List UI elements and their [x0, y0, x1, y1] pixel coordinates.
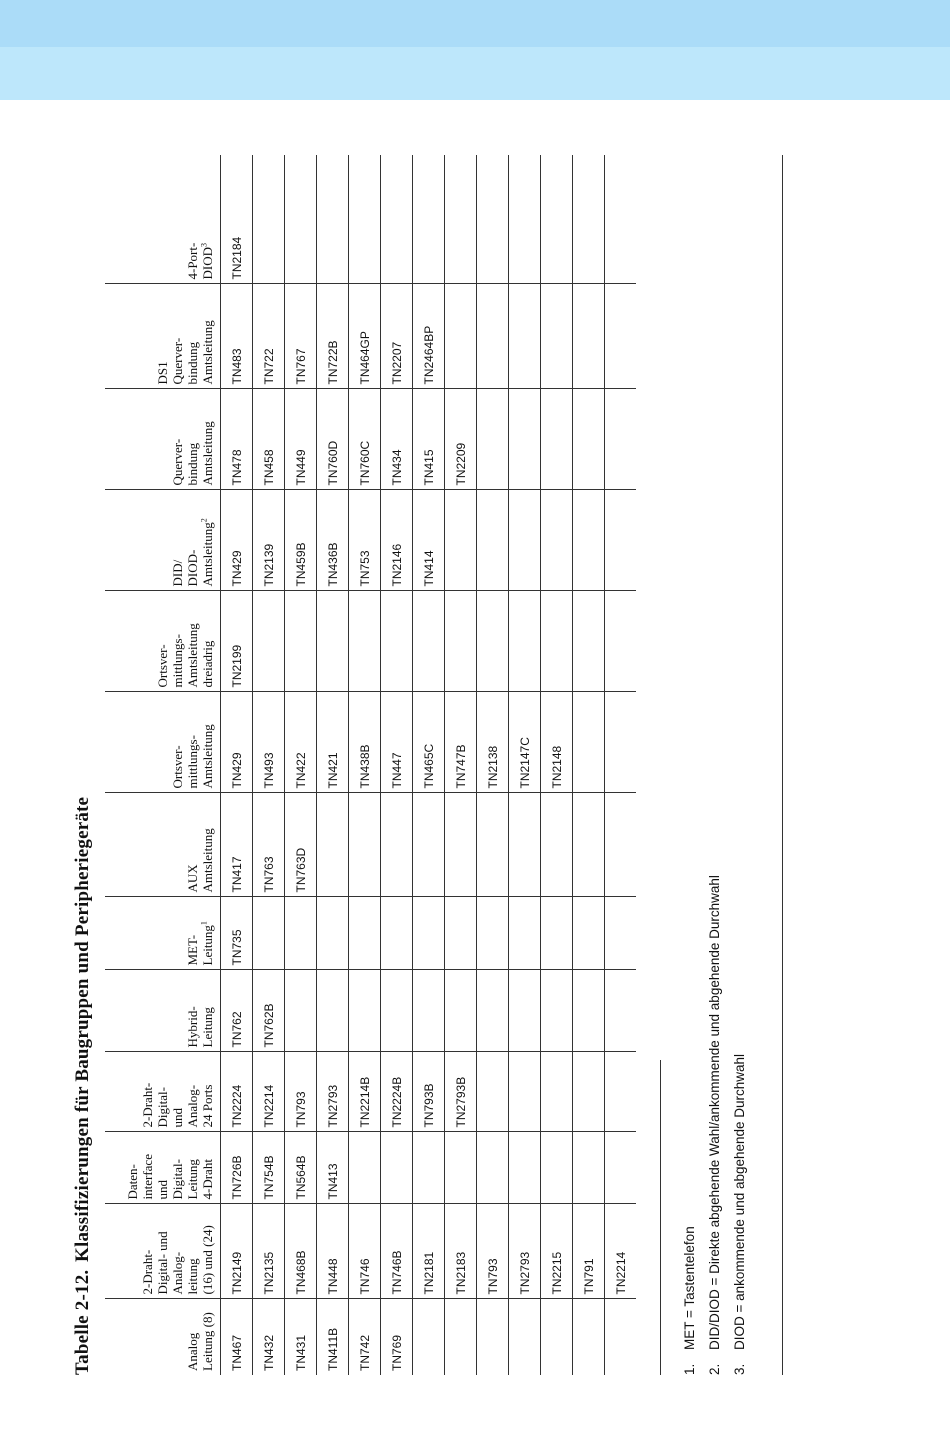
table-cell: TN2215 — [541, 1204, 573, 1299]
table-cell: TN478 — [221, 389, 253, 490]
column-header-line: DID/ — [170, 559, 185, 587]
table-cell — [605, 1052, 637, 1132]
table-body — [221, 155, 637, 1375]
table-cell: TN793 — [477, 1204, 509, 1299]
table-cell: TN753 — [349, 490, 381, 591]
table-cell: TN414 — [413, 490, 445, 591]
table-row — [413, 155, 445, 1375]
column-header-line: Amtsleitung — [200, 320, 215, 385]
table-cell: TN760D — [317, 389, 349, 490]
column-header-line: dreiadrig — [200, 640, 215, 688]
table-cell — [541, 155, 573, 284]
column-header — [105, 692, 221, 793]
table-cell: TN735 — [221, 897, 253, 970]
table-cell: TN459B — [285, 490, 317, 591]
table-cell: TN722B — [317, 284, 349, 389]
column-header — [105, 155, 221, 284]
table-row — [509, 155, 541, 1375]
table-cell — [477, 284, 509, 389]
table-cell — [605, 284, 637, 389]
table-cell — [381, 897, 413, 970]
table-cell — [445, 284, 477, 389]
table-cell — [285, 970, 317, 1052]
table-cell: TN415 — [413, 389, 445, 490]
table-cell: TN2181 — [413, 1204, 445, 1299]
table-cell: TN2464BP — [413, 284, 445, 389]
table-cell — [573, 897, 605, 970]
table-cell — [381, 970, 413, 1052]
table-cell — [349, 1132, 381, 1204]
table-cell: TN726B — [221, 1132, 253, 1204]
table-cell: TN754B — [253, 1132, 285, 1204]
column-header-line: Leitung — [200, 925, 215, 966]
table-cell: TN464GP — [349, 284, 381, 389]
table-cell — [541, 490, 573, 591]
column-header-line: 2-Draht- — [140, 1249, 155, 1295]
table-cell — [573, 389, 605, 490]
column-header-line: bindung — [185, 341, 200, 385]
table-cell — [541, 284, 573, 389]
table-cell: TN493 — [253, 692, 285, 793]
rotated-page-content — [60, 145, 800, 1375]
header-band-lower — [0, 47, 950, 100]
table-cell — [573, 490, 605, 591]
column-header — [105, 490, 221, 591]
table-cell: TN465C — [413, 692, 445, 793]
table-cell — [573, 591, 605, 692]
table-cell — [317, 591, 349, 692]
table-cell — [413, 591, 445, 692]
table-cell — [381, 591, 413, 692]
table-cell — [605, 692, 637, 793]
table-cell: TN429 — [221, 490, 253, 591]
table-cell — [605, 793, 637, 897]
table-cell — [477, 1132, 509, 1204]
column-header-line: MET- — [185, 934, 200, 966]
table-cell — [573, 970, 605, 1052]
table-cell — [541, 1132, 573, 1204]
table-row — [541, 155, 573, 1375]
column-header-line: mittlungs- — [185, 735, 200, 789]
table-cell — [349, 591, 381, 692]
column-header-line: Ortsver- — [170, 745, 185, 789]
table-cell: TN769 — [381, 1299, 413, 1375]
table-cell — [605, 155, 637, 284]
table-cell — [253, 591, 285, 692]
column-header-line: Digital- — [170, 1159, 185, 1200]
table-cell: TN2184 — [221, 155, 253, 284]
table-cell — [605, 1132, 637, 1204]
table-cell — [541, 970, 573, 1052]
table-cell — [573, 1052, 605, 1132]
page-rule — [782, 155, 783, 1375]
table-cell — [573, 1299, 605, 1375]
table-cell — [349, 793, 381, 897]
table-row — [349, 155, 381, 1375]
column-header-line: bindung — [185, 442, 200, 486]
table-cell — [445, 897, 477, 970]
table-cell: TN421 — [317, 692, 349, 793]
column-header-line: Hybrid- — [185, 1006, 200, 1048]
table-cell — [509, 1299, 541, 1375]
table-cell — [349, 897, 381, 970]
table-cell: TN432 — [253, 1299, 285, 1375]
table-cell: TN564B — [285, 1132, 317, 1204]
column-header-line: DIOD- — [185, 549, 200, 587]
footnote-marker: 2 — [199, 518, 209, 523]
table-cell — [285, 155, 317, 284]
table-cell — [605, 897, 637, 970]
table-cell — [477, 1299, 509, 1375]
column-header-line: und — [155, 1180, 170, 1200]
column-header-line: mittlungs- — [170, 634, 185, 688]
table-cell — [349, 970, 381, 1052]
table-cell — [573, 1132, 605, 1204]
column-header-line: AUX — [185, 864, 200, 893]
column-header — [105, 970, 221, 1052]
table-cell: TN436B — [317, 490, 349, 591]
table-cell: TN2793B — [445, 1052, 477, 1132]
table-cell — [605, 591, 637, 692]
table-cell: TN793B — [413, 1052, 445, 1132]
table-cell — [509, 284, 541, 389]
table-cell — [477, 793, 509, 897]
table-cell — [573, 692, 605, 793]
table-cell: TN791 — [573, 1204, 605, 1299]
table-row — [285, 155, 317, 1375]
table-cell: TN2149 — [221, 1204, 253, 1299]
table-cell — [605, 490, 637, 591]
table-cell: TN760C — [349, 389, 381, 490]
table-row — [605, 155, 637, 1375]
table-cell — [541, 897, 573, 970]
table-cell — [413, 793, 445, 897]
table-cell — [477, 155, 509, 284]
table-cell: TN2214 — [253, 1052, 285, 1132]
column-header — [105, 793, 221, 897]
column-header-line: Querver- — [170, 337, 185, 385]
column-header-line: Digital- — [155, 1087, 170, 1128]
table-cell — [381, 155, 413, 284]
column-header-line: 2-Draht- — [140, 1082, 155, 1128]
column-header — [105, 1132, 221, 1204]
table-cell — [541, 591, 573, 692]
table-cell: TN746B — [381, 1204, 413, 1299]
table-cell — [285, 591, 317, 692]
table-cell — [413, 897, 445, 970]
table-cell — [541, 1052, 573, 1132]
table-cell: TN417 — [221, 793, 253, 897]
column-header-line: Digital- und — [155, 1231, 170, 1295]
table-row — [573, 155, 605, 1375]
table-cell — [253, 897, 285, 970]
footnote-divider — [660, 1060, 661, 1375]
column-header — [105, 1204, 221, 1299]
table-cell — [445, 591, 477, 692]
footnote-marker: 3 — [199, 243, 209, 247]
column-header-line: Amtsleitung — [200, 724, 215, 789]
table-cell: TN2224 — [221, 1052, 253, 1132]
table-cell — [573, 793, 605, 897]
table-number: Tabelle 2-12. — [72, 1269, 93, 1375]
table-cell: TN2793 — [317, 1052, 349, 1132]
table-cell — [509, 970, 541, 1052]
table-cell: TN2183 — [445, 1204, 477, 1299]
footnote-2: 2.DID/DIOD = Direkte abgehende Wahl/ankommende und abgehende Durchwahl — [707, 875, 722, 1375]
table-cell: TN2793 — [509, 1204, 541, 1299]
table-cell — [509, 897, 541, 970]
table-cell — [445, 490, 477, 591]
table-cell — [509, 793, 541, 897]
table-cell — [317, 793, 349, 897]
table-cell — [605, 389, 637, 490]
column-header-line: (16) und (24) — [200, 1225, 215, 1295]
column-header-line: Ortsver- — [155, 644, 170, 688]
column-header-line: Leitung — [200, 1007, 215, 1048]
table-caption: Klassifizierungen für Baugruppen und Peripheriegeräte — [72, 796, 93, 1262]
table-cell: TN458 — [253, 389, 285, 490]
table-cell: TN2209 — [445, 389, 477, 490]
table-cell — [573, 284, 605, 389]
table-row — [445, 155, 477, 1375]
table-cell — [509, 591, 541, 692]
table-cell — [381, 1132, 413, 1204]
table-cell: TN2214B — [349, 1052, 381, 1132]
column-header — [105, 1052, 221, 1132]
column-header — [105, 897, 221, 970]
table-cell — [509, 1052, 541, 1132]
table-cell — [413, 1299, 445, 1375]
table-cell — [349, 155, 381, 284]
column-header — [105, 1299, 221, 1375]
table-cell — [413, 970, 445, 1052]
table-cell — [445, 1299, 477, 1375]
table-cell: TN762B — [253, 970, 285, 1052]
column-header-line: Leitung (8) — [200, 1312, 215, 1371]
table-cell — [317, 970, 349, 1052]
table-cell: TN2139 — [253, 490, 285, 591]
table-cell — [445, 793, 477, 897]
header-row — [105, 155, 221, 1375]
table-cell: TN763D — [285, 793, 317, 897]
table-cell — [477, 591, 509, 692]
table-row — [317, 155, 349, 1375]
table-cell — [445, 970, 477, 1052]
table-row — [477, 155, 509, 1375]
table-cell — [253, 155, 285, 284]
table-cell — [413, 155, 445, 284]
table-cell: TN467 — [221, 1299, 253, 1375]
column-header-line: Querver- — [170, 438, 185, 486]
table-cell — [477, 1052, 509, 1132]
table-cell — [477, 970, 509, 1052]
footnote-1: 1.MET = Tastentelefon — [682, 1226, 697, 1375]
table-cell: TN2214 — [605, 1204, 637, 1299]
column-header-line: Daten- — [125, 1164, 140, 1200]
table-cell — [605, 970, 637, 1052]
table-cell: TN2138 — [477, 692, 509, 793]
column-header-line: 4-Draht — [200, 1159, 215, 1200]
table-cell: TN434 — [381, 389, 413, 490]
column-header-line: und — [170, 1108, 185, 1128]
header-band — [0, 0, 950, 47]
table-cell: TN447 — [381, 692, 413, 793]
table-cell — [541, 389, 573, 490]
table-cell: TN438B — [349, 692, 381, 793]
table-cell — [445, 155, 477, 284]
table-cell: TN422 — [285, 692, 317, 793]
table-cell: TN413 — [317, 1132, 349, 1204]
table-cell: TN468B — [285, 1204, 317, 1299]
table-row — [381, 155, 413, 1375]
column-header — [105, 389, 221, 490]
table-cell — [541, 793, 573, 897]
column-header-line: Amtsleitung — [200, 421, 215, 486]
table-cell: TN2148 — [541, 692, 573, 793]
column-header-line: 4-Port- — [185, 242, 200, 280]
table-cell — [477, 389, 509, 490]
table-row — [253, 155, 285, 1375]
column-header-line: Amtsleitung — [200, 828, 215, 893]
column-header-line: Analog — [185, 1332, 200, 1371]
table-cell — [509, 389, 541, 490]
footnote-3: 3.DIOD = ankommende und abgehende Durchwahl — [732, 1053, 747, 1375]
column-header-line: Amtsleitung — [185, 623, 200, 688]
table-cell: TN746 — [349, 1204, 381, 1299]
table-cell: TN742 — [349, 1299, 381, 1375]
column-header-line: interface — [140, 1154, 155, 1200]
table-cell: TN431 — [285, 1299, 317, 1375]
table-cell: TN449 — [285, 389, 317, 490]
table-cell: TN483 — [221, 284, 253, 389]
table-cell — [509, 1132, 541, 1204]
table-cell: TN448 — [317, 1204, 349, 1299]
table-cell — [317, 155, 349, 284]
table-cell: TN429 — [221, 692, 253, 793]
table-cell — [509, 490, 541, 591]
table-title — [72, 797, 94, 1375]
column-header-line: Analog- — [185, 1084, 200, 1128]
table-cell: TN722 — [253, 284, 285, 389]
column-header-line: Analog- — [170, 1251, 185, 1295]
column-header-line: Amtsleitung — [200, 522, 215, 587]
classification-table — [105, 155, 636, 1375]
table-cell — [317, 897, 349, 970]
column-header-line: Leitung — [185, 1159, 200, 1200]
table-cell — [541, 1299, 573, 1375]
table-cell — [573, 155, 605, 284]
table-cell: TN767 — [285, 284, 317, 389]
column-header-line: DS1 — [155, 361, 170, 385]
column-header-line: DIOD — [200, 247, 215, 280]
table-cell — [445, 1132, 477, 1204]
table-cell — [477, 490, 509, 591]
column-header — [105, 284, 221, 389]
table-cell: TN2135 — [253, 1204, 285, 1299]
table-cell: TN747B — [445, 692, 477, 793]
table-cell: TN2224B — [381, 1052, 413, 1132]
table-cell: TN411B — [317, 1299, 349, 1375]
table-cell — [509, 155, 541, 284]
table-row — [221, 155, 253, 1375]
table-cell — [605, 1299, 637, 1375]
table-cell: TN2146 — [381, 490, 413, 591]
column-header — [105, 591, 221, 692]
table-cell — [381, 793, 413, 897]
table-cell — [413, 1132, 445, 1204]
footnote-marker: 1 — [199, 921, 209, 926]
table-cell: TN2199 — [221, 591, 253, 692]
table-cell: TN2147C — [509, 692, 541, 793]
table-cell: TN2207 — [381, 284, 413, 389]
column-header-line: 24 Ports — [200, 1084, 215, 1128]
table-cell — [285, 897, 317, 970]
table-cell — [477, 897, 509, 970]
column-header-line: leitung — [185, 1258, 200, 1295]
table-cell: TN763 — [253, 793, 285, 897]
table-cell: TN793 — [285, 1052, 317, 1132]
table-cell: TN762 — [221, 970, 253, 1052]
